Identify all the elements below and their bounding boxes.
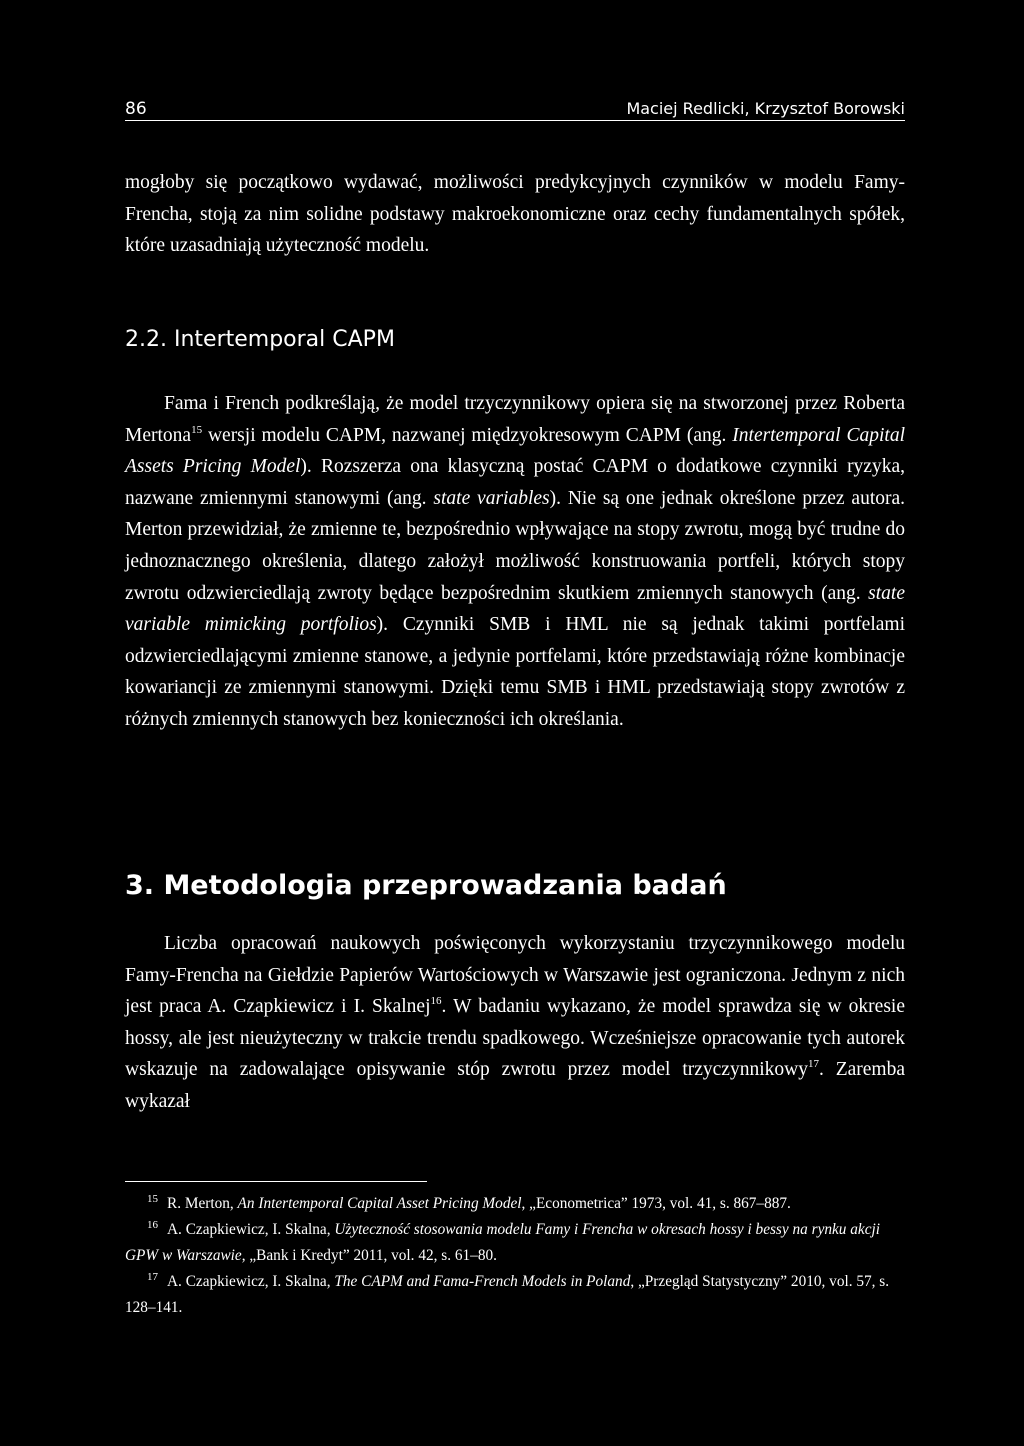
section-3-paragraph [125,928,905,1118]
section-heading-2-2: 2.2. Intertemporal CAPM [125,327,395,352]
italic-term: Intertemporal Capital Assets Pricing Model [125,424,905,478]
text-run: wersji modelu CAPM, nazwanej międzyokresowym CAPM (ang. [202,424,733,446]
section-2-2-paragraph [125,388,905,736]
text-run: Liczba opracowań naukowych poświęconych wykorzystaniu trzyczynnikowego modelu Famy-Frencha na Giełdzie Papierów Wartościowych w Warszawie jest ograniczona. Jednym z nich jest praca A. Czapkiewicz i I. Skalnej [125,933,905,1018]
footnote-16: 16 A. Czapkiewicz, I. Skalna, Użyteczność stosowania modelu Famy i Frencha w okresach hossy i bessy na rynku akcji GPW w Warszawie, „Bank i Kredyt” 2011, vol. 42, s. 61–80. [125,1219,880,1264]
running-head: Maciej Redlicki, Krzysztof Borowski [626,99,905,118]
text-run: ). Rozszerza ona klasyczną postać CAPM o dodatkowe czynniki ryzyka, nazwane zmiennymi stanowymi (ang. [125,456,905,509]
footnote-title: The CAPM and Fama-French Models in Poland [334,1273,631,1290]
text-run: . Zaremba wykazał [125,1059,905,1112]
header-rule [125,120,905,121]
intro-paragraph: mogłoby się początkowo wydawać, możliwości predykcyjnych czynników w modelu Famy-Frencha, stoją za nim solidne podstawy makroekonomiczne oraz cechy fundamentalnych spółek, które uzasadniają użyteczność modelu. [125,172,905,257]
footnote-title: Użyteczność stosowania modelu Famy i Frencha w okresach hossy i bessy na rynku akcji GPW w Warszawie [125,1221,880,1264]
footnote-text: R. Merton, [167,1195,238,1212]
footnote-ref-16[interactable]: 16 [430,995,442,1008]
text-run: ). Nie są one jednak określone przez autora. Merton przewidział, że zmienne te, bezpośrednio wpływające na stopy zwrotu, mogą być trudne do jednoznacznego określenia, dlatego założył możliwość konstruowania portfeli, których stopy zwrotu odzwierciedlają zwroty będące bezpośrednim skutkiem zmiennych stanowych (ang. [125,487,906,604]
footnote-text: A. Czapkiewicz, I. Skalna, [167,1273,335,1290]
text-run: Fama i French podkreślają, że model trzyczynnikowy opiera się na stworzonej przez Roberta Mertona [125,393,905,446]
footnote-17: 17 A. Czapkiewicz, I. Skalna, The CAPM and Fama-French Models in Poland, „Przegląd Statystyczny” 2010, vol. 57, s. 128–141. [125,1271,890,1316]
italic-term: state variable mimicking portfolios [125,582,905,636]
footnote-ref-17[interactable]: 17 [807,1058,819,1071]
page-number: 86 [125,99,147,119]
footnote-title: An Intertemporal Capital Asset Pricing Model [237,1195,522,1212]
footnote-text: , „Econometrica” 1973, vol. 41, s. 867–887. [521,1195,791,1212]
page-header [125,96,905,122]
footnote-15: 15 R. Merton, An Intertemporal Capital Asset Pricing Model, „Econometrica” 1973, vol. 41, s. 867–887. [147,1193,791,1212]
footnote-text: , „Przegląd Statystyczny” 2010, vol. 57, s. 128–141. [125,1273,890,1316]
italic-term: state variables [433,487,550,509]
footnote-separator [125,1181,427,1182]
text-run: . W badaniu wykazano, że model sprawdza się w okresie hossy, ale jest nieużyteczny w trakcie trendu spadkowego. Wcześniejsze opracowanie tych autorek wskazuje na zadowalające opisywanie stóp zwrotu przez model trzyczynnikowy [125,996,905,1081]
footnote-ref-15[interactable]: 15 [191,423,203,436]
footnote-text: A. Czapkiewicz, I. Skalna, [167,1221,335,1238]
footnote-text: , „Bank i Kredyt” 2011, vol. 42, s. 61–80. [241,1247,497,1264]
text-run: ). Czynniki SMB i HML nie są jednak takimi portfelami odzwierciedlającymi zmienne stanowe, a jedynie portfelami, które przedstawiają różne kombinacje kowariancji ze zmiennymi stanowymi. Dzięki temu SMB i HML przedstawiają stopy zwrotów z różnych zmiennych stanowych bez konieczności ich określania. [125,614,905,730]
section-heading-3: 3. Metodologia przeprowadzania badań [125,870,727,901]
